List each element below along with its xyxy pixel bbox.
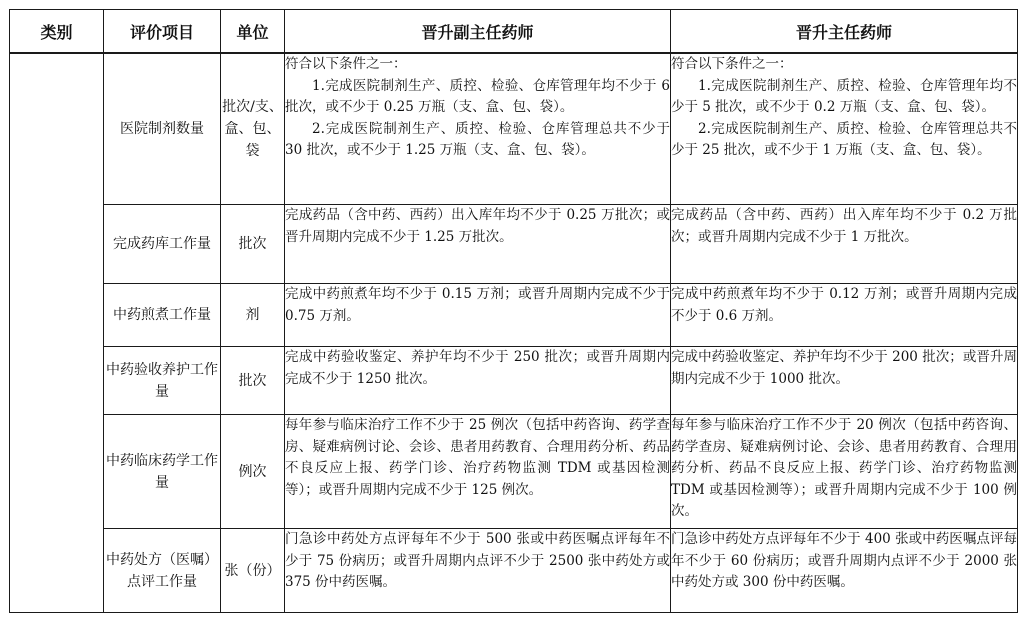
- vice-requirement-cell: 完成中药煎煮年均不少于 0.15 万剂；或晋升周期内完成不少于 0.75 万剂。: [285, 284, 671, 347]
- unit-cell: 批次: [221, 347, 285, 415]
- requirement-lead: 符合以下条件之一：: [671, 56, 793, 72]
- table-row: [10, 284, 1018, 347]
- evaluation-item-cell: 中药验收养护工作量: [104, 347, 221, 415]
- requirement-lead: 符合以下条件之一：: [285, 56, 407, 72]
- vice-requirement-cell: 完成中药验收鉴定、养护年均不少于 250 批次；或晋升周期内完成不少于 1250 批次。: [285, 347, 671, 415]
- evaluation-criteria-table: [9, 9, 1018, 613]
- requirement-condition: 1.完成医院制剂生产、质控、检验、仓库管理年均不少于 5 批次，或不少于 0.2 万瓶（支、盒、包、袋）。: [671, 77, 1017, 115]
- table-row: [10, 529, 1018, 613]
- header-evaluation-item: 评价项目: [104, 10, 221, 54]
- evaluation-item-cell: 中药煎煮工作量: [104, 284, 221, 347]
- vice-requirement-cell: 完成药品（含中药、西药）出入库年均不少于 0.25 万批次；或晋升周期内完成不少于 1.25 万批次。: [285, 205, 671, 284]
- unit-cell: 批次: [221, 205, 285, 284]
- evaluation-item-cell: 中药临床药学工作量: [104, 415, 221, 529]
- header-chief-pharmacist: 晋升主任药师: [671, 10, 1018, 54]
- unit-cell: 批次/支、盒、包、袋: [221, 53, 285, 205]
- chief-requirement-cell: 完成中药验收鉴定、养护年均不少于 200 批次；或晋升周期内完成不少于 1000 批次。: [671, 347, 1018, 415]
- chief-requirement-cell: 门急诊中药处方点评每年不少于 400 张或中药医嘱点评每年不少于 60 份病历；或晋升周期内点评不少于 2000 张中药处方或 300 份中药医嘱。: [671, 529, 1018, 613]
- evaluation-item-cell: 完成药库工作量: [104, 205, 221, 284]
- table-row: [10, 415, 1018, 529]
- vice-requirement-cell: [285, 53, 671, 205]
- unit-cell: 例次: [221, 415, 285, 529]
- header-row: [10, 10, 1018, 54]
- chief-requirement-cell: 完成中药煎煮年均不少于 0.12 万剂；或晋升周期内完成不少于 0.6 万剂。: [671, 284, 1018, 347]
- header-vice-chief-pharmacist: 晋升副主任药师: [285, 10, 671, 54]
- vice-requirement-cell: 门急诊中药处方点评每年不少于 500 张或中药医嘱点评每年不少于 75 份病历；或晋升周期内点评不少于 2500 张中药处方或 375 份中药医嘱。: [285, 529, 671, 613]
- chief-requirement-cell: 每年参与临床治疗工作不少于 20 例次（包括中药咨询、药学查房、疑难病例讨论、会诊、患者用药教育、合理用药分析、药品不良反应上报、药学门诊、治疗药物监测 TDM 或基因检测等）；或晋升周期内完成不少于 100 例次。: [671, 415, 1018, 529]
- header-category: 类别: [10, 10, 104, 54]
- table-row: [10, 347, 1018, 415]
- table-row: [10, 205, 1018, 284]
- unit-cell: 剂: [221, 284, 285, 347]
- requirement-condition: 2.完成医院制剂生产、质控、检验、仓库管理总共不少于 25 批次，或不少于 1 万瓶（支、盒、包、袋）。: [671, 120, 1017, 158]
- vice-requirement-cell: 每年参与临床治疗工作不少于 25 例次（包括中药咨询、药学查房、疑难病例讨论、会诊、患者用药教育、合理用药分析、药品不良反应上报、药学门诊、治疗药物监测 TDM 或基因检测等）；或晋升周期内完成不少于 125 例次。: [285, 415, 671, 529]
- category-cell: [10, 53, 104, 613]
- header-unit: 单位: [221, 10, 285, 54]
- evaluation-item-cell: 医院制剂数量: [104, 53, 221, 205]
- requirement-condition: 2.完成医院制剂生产、质控、检验、仓库管理总共不少于 30 批次，或不少于 1.25 万瓶（支、盒、包、袋）。: [285, 120, 670, 158]
- evaluation-item-cell: 中药处方（医嘱）点评工作量: [104, 529, 221, 613]
- requirement-condition: 1.完成医院制剂生产、质控、检验、仓库管理年均不少于 6 批次，或不少于 0.25 万瓶（支、盒、包、袋）。: [285, 77, 670, 115]
- chief-requirement-cell: [671, 53, 1018, 205]
- table-row: [10, 53, 1018, 205]
- chief-requirement-cell: 完成药品（含中药、西药）出入库年均不少于 0.2 万批次；或晋升周期内完成不少于 1 万批次。: [671, 205, 1018, 284]
- unit-cell: 张（份）: [221, 529, 285, 613]
